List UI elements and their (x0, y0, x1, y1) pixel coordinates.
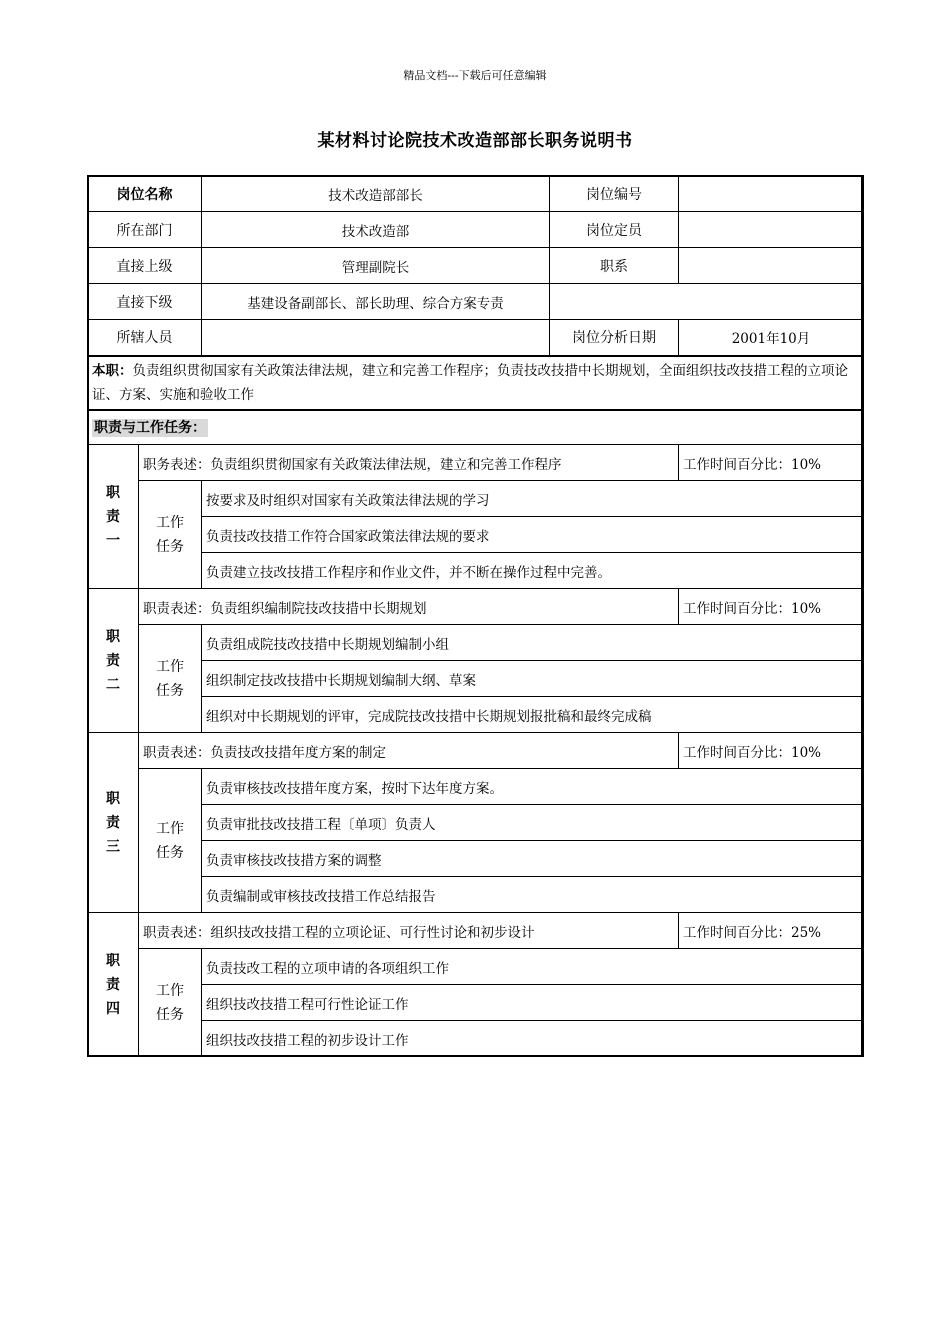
duty-3-task-2: 负责审批技改技措工程〔单项〕负责人 (202, 805, 864, 841)
duty-2-task-2: 组织制定技改技措中长期规划编制大纲、草案 (202, 661, 864, 697)
value-quota (679, 212, 864, 248)
duty-1-label: 职 责 一 (88, 445, 139, 589)
duty-4-task-3: 组织技改技措工程的初步设计工作 (202, 1021, 864, 1057)
value-position-code (679, 176, 864, 212)
job-description-table (87, 175, 864, 1057)
value-department: 技术改造部 (202, 212, 550, 248)
duty-1-task-label: 工作 任务 (139, 481, 202, 589)
label-position-code: 岗位编号 (550, 176, 679, 212)
duty-4-task-1: 负责技改工程的立项申请的各项组织工作 (202, 949, 864, 985)
watermark-text: 精品文档---下载后可任意编辑 (403, 69, 547, 82)
duty-2-task-1: 负责组成院技改技措中长期规划编制小组 (202, 625, 864, 661)
duty-2-task-3: 组织对中长期规划的评审，完成院技改技措中长期规划报批稿和最终完成稿 (202, 697, 864, 733)
duty-3-description: 职责表述：负责技改技措年度方案的制定 (139, 733, 679, 769)
duty-2-label: 职 责 二 (88, 589, 139, 733)
document-title: 某材料讨论院技术改造部部长职务说明书 (317, 131, 633, 151)
duty-1-task-1: 按要求及时组织对国家有关政策法律法规的学习 (202, 481, 864, 517)
duty-1-task-3: 负责建立技改技措工作程序和作业文件，并不断在操作过程中完善。 (202, 553, 864, 589)
value-subordinate: 基建设备副部长、部长助理、综合方案专责 (202, 284, 550, 320)
summary-text: 负责组织贯彻国家有关政策法律法规，建立和完善工作程序；负责技改技措中长期规划，全面组织技改技措工程的立项论证、方案、实施和验收工作 (92, 362, 848, 403)
value-position-name: 技术改造部部长 (202, 176, 550, 212)
duty-4-task-label: 工作 任务 (139, 949, 202, 1057)
label-analysis-date: 岗位分析日期 (550, 320, 679, 356)
empty-cell (550, 284, 864, 320)
value-series (679, 248, 864, 284)
duty-4-description: 职责表述：组织技改技措工程的立项论证、可行性讨论和初步设计 (139, 913, 679, 949)
duty-4-percentage: 工作时间百分比：25% (679, 913, 864, 949)
duty-3-task-label: 工作 任务 (139, 769, 202, 913)
duty-2-percentage: 工作时间百分比：10% (679, 589, 864, 625)
label-series: 职系 (550, 248, 679, 284)
duty-3-task-1: 负责审核技改技措年度方案，按时下达年度方案。 (202, 769, 864, 805)
duty-4-task-2: 组织技改技措工程可行性论证工作 (202, 985, 864, 1021)
job-summary (88, 356, 864, 410)
duty-3-task-3: 负责审核技改技措方案的调整 (202, 841, 864, 877)
duties-header (88, 410, 864, 445)
duty-2-description: 职责表述：负责组织编制院技改技措中长期规划 (139, 589, 679, 625)
label-superior: 直接上级 (88, 248, 202, 284)
duties-header-label: 职责与工作任务： (94, 420, 206, 437)
summary-label: 本职： (92, 362, 133, 379)
label-quota: 岗位定员 (550, 212, 679, 248)
duty-3-task-4: 负责编制或审核技改技措工作总结报告 (202, 877, 864, 913)
duty-2-task-label: 工作 任务 (139, 625, 202, 733)
duty-1-description: 职务表述：负责组织贯彻国家有关政策法律法规，建立和完善工作程序 (139, 445, 679, 481)
duty-3-percentage: 工作时间百分比：10% (679, 733, 864, 769)
label-department: 所在部门 (88, 212, 202, 248)
duty-1-percentage: 工作时间百分比：10% (679, 445, 864, 481)
label-subordinate: 直接下级 (88, 284, 202, 320)
value-staff (202, 320, 550, 356)
label-position-name: 岗位名称 (88, 176, 202, 212)
label-staff: 所辖人员 (88, 320, 202, 356)
value-analysis-date: 2001年10月 (679, 320, 864, 356)
duty-3-label: 职 责 三 (88, 733, 139, 913)
duty-4-label: 职 责 四 (88, 913, 139, 1057)
value-superior: 管理副院长 (202, 248, 550, 284)
duty-1-task-2: 负责技改技措工作符合国家政策法律法规的要求 (202, 517, 864, 553)
